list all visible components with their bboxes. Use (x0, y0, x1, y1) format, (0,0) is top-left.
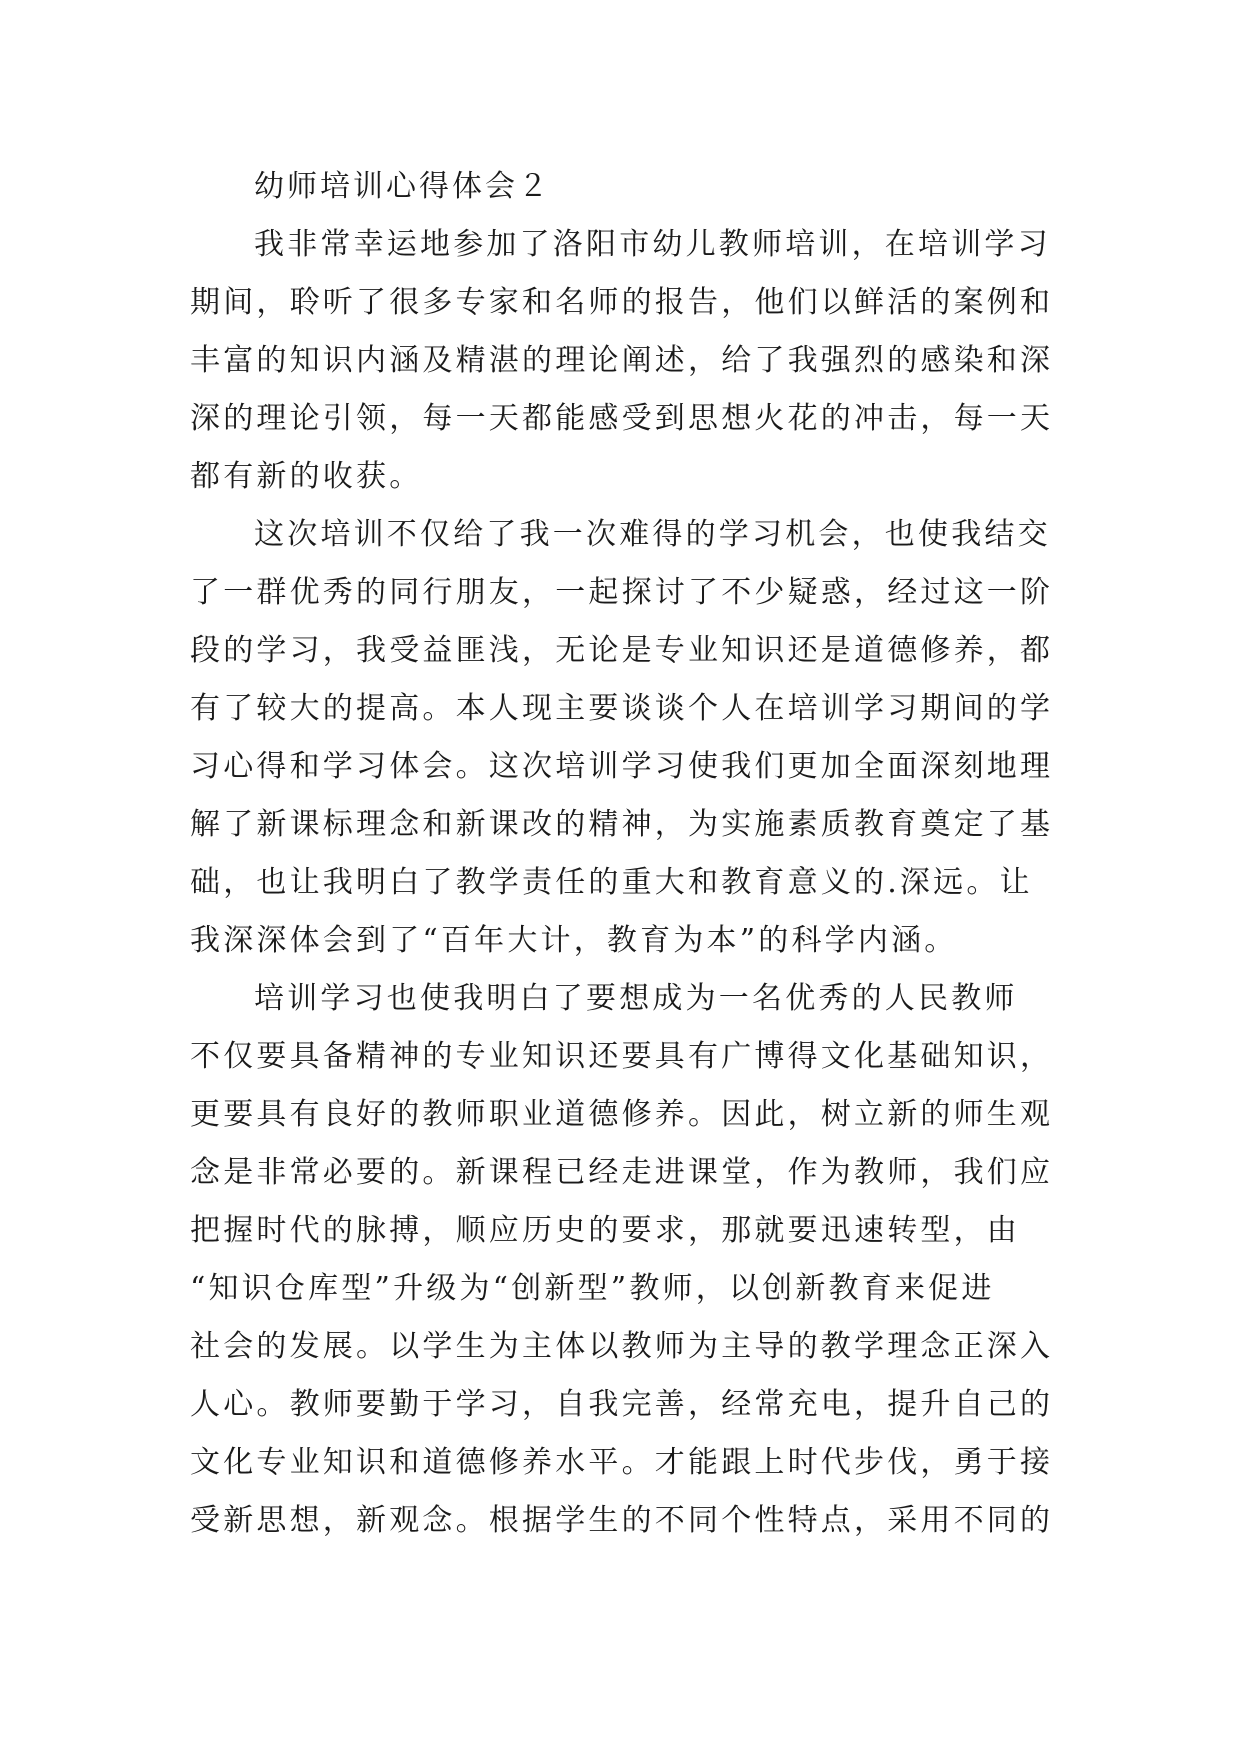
paragraph-line: 习心得和学习体会。这次培训学习使我们更加全面深刻地理 (190, 749, 1054, 784)
paragraph-3 (190, 970, 1054, 1550)
paragraph-line: 念是非常必要的。新课程已经走进课堂，作为教师，我们应 (190, 1155, 1054, 1190)
paragraph-line: 这次培训不仅给了我一次难得的学习机会，也使我结交 (254, 517, 1051, 552)
paragraph-line: 受新思想，新观念。根据学生的不同个性特点，采用不同的 (190, 1503, 1054, 1538)
paragraph-line: 有了较大的提高。本人现主要谈谈个人在培训学习期间的学 (190, 691, 1054, 726)
paragraph-line: 解了新课标理念和新课改的精神，为实施素质教育奠定了基 (190, 807, 1054, 842)
paragraph-line: 把握时代的脉搏，顺应历史的要求，那就要迅速转型，由 (190, 1213, 1020, 1248)
paragraph-line: 都有新的收获。 (190, 459, 423, 494)
paragraph-line: 文化专业知识和道德修养水平。才能跟上时代步伐，勇于接 (190, 1445, 1054, 1480)
paragraph-line: 培训学习也使我明白了要想成为一名优秀的人民教师 (254, 981, 1018, 1016)
paragraph-line: 更要具有良好的教师职业道德修养。因此，树立新的师生观 (190, 1097, 1054, 1132)
paragraph-line: 深的理论引领，每一天都能感受到思想火花的冲击，每一天 (190, 401, 1054, 436)
paragraph-line: 社会的发展。以学生为主体以教师为主导的教学理念正深入 (190, 1329, 1054, 1364)
paragraph-line: 我非常幸运地参加了洛阳市幼儿教师培训，在培训学习 (254, 227, 1051, 262)
paragraph-line: 了一群优秀的同行朋友，一起探讨了不少疑惑，经过这一阶 (190, 575, 1054, 610)
paragraph-line: 期间，聆听了很多专家和名师的报告，他们以鲜活的案例和 (190, 285, 1054, 320)
paragraph-line: 丰富的知识内涵及精湛的理论阐述，给了我强烈的感染和深 (190, 343, 1054, 378)
paragraph-line: 段的学习，我受益匪浅，无论是专业知识还是道德修养，都 (190, 633, 1054, 668)
paragraph-line: 不仅要具备精神的专业知识还要具有广博得文化基础知识， (190, 1039, 1054, 1074)
paragraph-line: 人心。教师要勤于学习，自我完善，经常充电，提升自己的 (190, 1387, 1054, 1422)
document-body (190, 158, 1054, 1550)
paragraph-line: 我深深体会到了“百年大计，教育为本”的科学内涵。 (190, 923, 958, 958)
paragraph-2 (190, 506, 1054, 970)
document-title: 幼师培训心得体会２ (254, 169, 551, 204)
paragraph-line: 础，也让我明白了教学责任的重大和教育意义的.深远。让 (190, 865, 1033, 900)
paragraph-1 (190, 216, 1054, 506)
paragraph-line: “知识仓库型”升级为“创新型”教师，以创新教育来促进 (190, 1271, 995, 1306)
